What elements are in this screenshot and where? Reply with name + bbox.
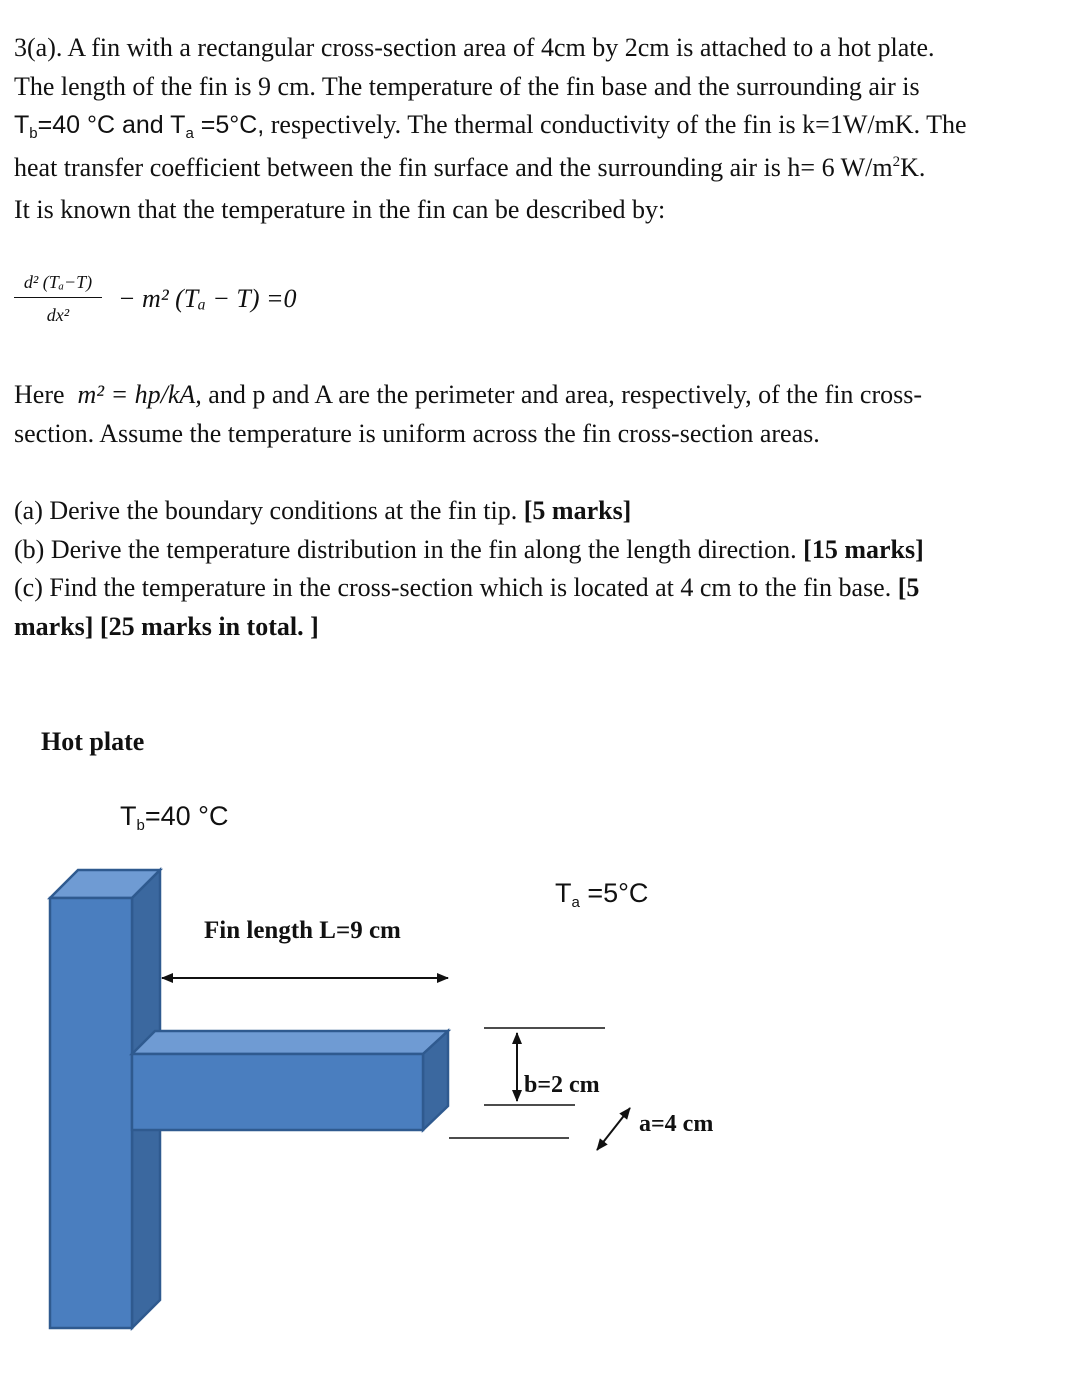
fin-block xyxy=(132,1031,448,1130)
tb-subscript: b xyxy=(29,125,38,142)
definition-line-2: section. Assume the temperature is uniform across the fin cross-section areas. xyxy=(14,418,820,448)
m-squared-formula: m² = hp/kA, xyxy=(77,380,202,409)
question-b: (b) Derive the temperature distribution in the fin along the length direction. [15 marks] xyxy=(14,534,924,564)
base-temperature-label: Tb=40 °C xyxy=(120,801,229,834)
equation-denominator: dx² xyxy=(46,305,70,325)
definition-line-1: Here m² = hp/kA, and p and A are the perimeter and area, respectively, of the fin cross- xyxy=(14,380,923,409)
fin-top-face xyxy=(132,1031,448,1054)
question-c: (c) Find the temperature in the cross-section which is located at 4 cm to the fin base. [5 xyxy=(14,573,920,602)
question-c-marks: marks] [25 marks in total. ] xyxy=(14,611,319,641)
tb-symbol: T xyxy=(14,111,30,139)
tb-value: =40 °C and T xyxy=(37,111,186,139)
hot-plate-front-face xyxy=(50,898,132,1328)
problem-line-3-rest: respectively. The thermal conductivity of the fin is k=1W/mK. The xyxy=(270,110,967,139)
h-unit-superscript: 2 xyxy=(892,153,901,170)
question-a: (a) Derive the boundary conditions at the fin tip. [5 marks] xyxy=(14,496,632,525)
problem-line-2: The length of the fin is 9 cm. The temperature of the fin base and the surrounding air is xyxy=(14,71,920,101)
fin-length-label: Fin length L=9 cm xyxy=(204,917,401,944)
ta-value: =5°C, xyxy=(193,111,265,139)
b-dimension-label: b=2 cm xyxy=(524,1072,600,1098)
air-temperature-label: Ta =5°C xyxy=(555,878,649,911)
ta-subscript: a xyxy=(185,125,194,142)
equation-remainder: − m² (Tₐ − T) =0 xyxy=(118,284,297,313)
question-b-marks: [15 marks] xyxy=(803,534,924,564)
problem-line-4: heat transfer coefficient between the fin surface and the surrounding air is h= 6 $W/m^2K$. xyxy=(14,152,926,182)
fin-front-face xyxy=(132,1054,423,1130)
a-dimension-arrow xyxy=(597,1108,630,1150)
a-dimension-label: a=4 cm xyxy=(639,1111,714,1137)
hot-plate-label: Hot plate xyxy=(41,727,145,756)
problem-line-1: 3(a). A fin with a rectangular cross-section area of 4cm by 2cm is attached to a hot plate. xyxy=(14,33,935,62)
equation-numerator: d² (Tₐ−T) xyxy=(23,272,93,292)
question-a-marks: [5 marks] xyxy=(523,496,632,525)
problem-line-5: It is known that the temperature in the fin can be described by: xyxy=(14,195,666,224)
